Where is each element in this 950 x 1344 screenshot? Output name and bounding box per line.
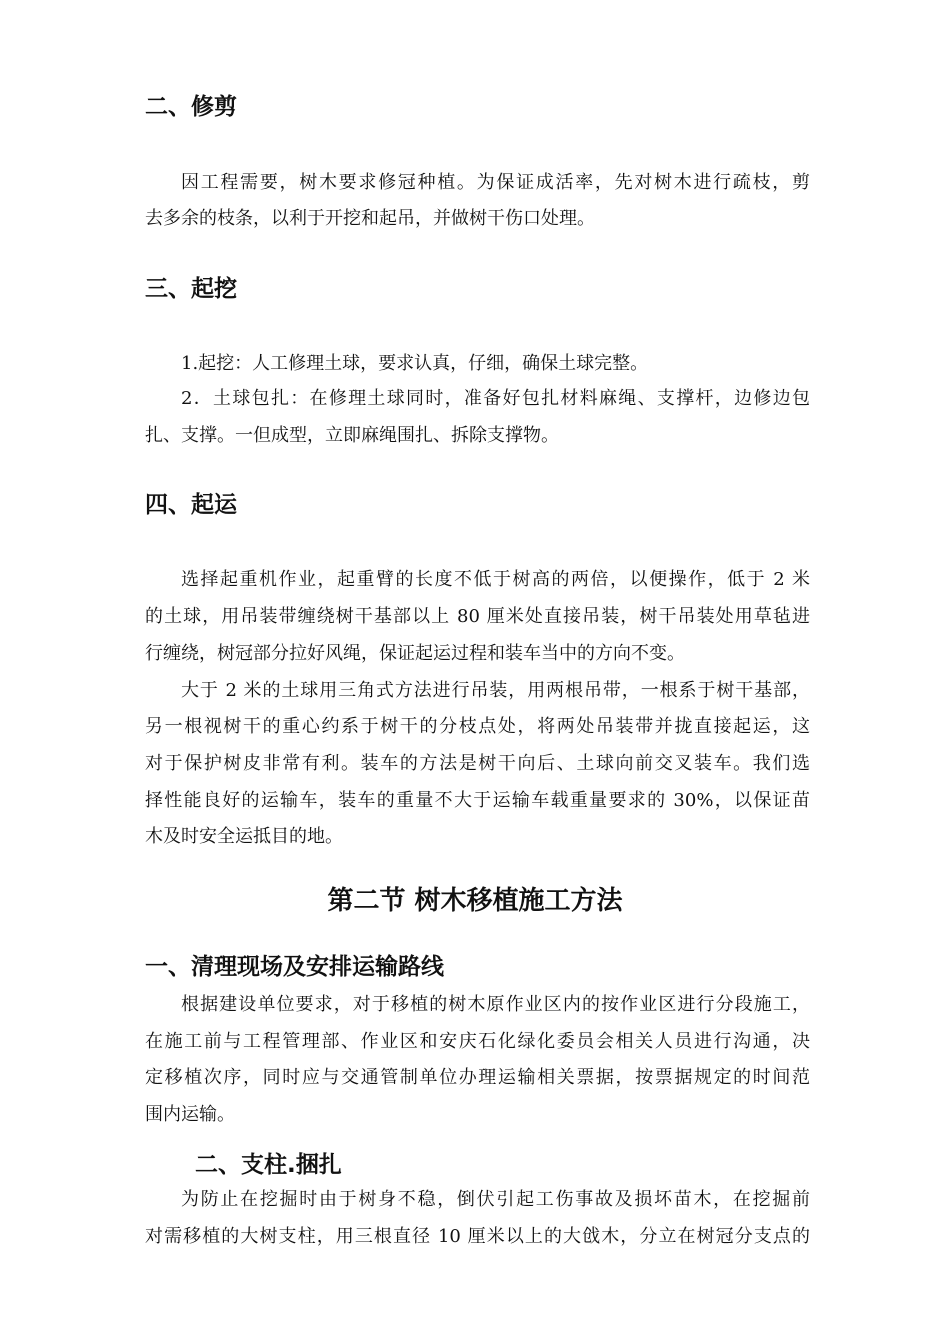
paragraph-line: 选择起重机作业，起重臂的长度不低于树高的两倍，以便操作，低于 2 米 [181,569,810,590]
paragraph-line: 根据建设单位要求，对于移植的树木原作业区内的按作业区进行分段施工， [181,994,810,1015]
paragraph-line: 行缠绕，树冠部分拉好风绳，保证起运过程和装车当中的方向不变。 [145,643,685,664]
paragraph-line: 择性能良好的运输车，装车的重量不大于运输车载重量要求的 30%，以保证苗 [145,790,810,811]
section-title: 第二节 树木移植施工方法 [327,886,623,916]
heading-support-binding: 二、支柱.捆扎 [195,1152,342,1178]
heading-digging: 三、起挖 [145,276,237,302]
paragraph-line: 1.起挖：人工修理土球，要求认真，仔细，确保土球完整。 [181,353,649,374]
paragraph-line: 因工程需要，树木要求修冠种植。为保证成活率，先对树木进行疏枝，剪 [181,172,810,193]
paragraph-line: 大于 2 米的土球用三角式方法进行吊装，用两根吊带，一根系于树干基部， [181,680,810,701]
paragraph-line: 2．土球包扎：在修理土球同时，准备好包扎材料麻绳、支撑杆，边修边包 [181,388,810,409]
paragraph-line: 的土球，用吊装带缠绕树干基部以上 80 厘米处直接吊装，树干吊装处用草毡进 [145,606,810,627]
paragraph-line: 去多余的枝条，以利于开挖和起吊，并做树干伤口处理。 [145,208,595,229]
paragraph-line: 在施工前与工程管理部、作业区和安庆石化绿化委员会相关人员进行沟通，决 [145,1031,810,1052]
paragraph-line: 对于保护树皮非常有利。装车的方法是树干向后、土球向前交叉装车。我们选 [145,753,810,774]
paragraph-line: 为防止在挖掘时由于树身不稳，倒伏引起工伤事故及损坏苗木，在挖掘前 [181,1189,810,1210]
paragraph-line: 扎、支撑。一但成型，立即麻绳围扎、拆除支撑物。 [145,425,559,446]
paragraph-line: 围内运输。 [145,1104,235,1125]
heading-site-clearing: 一、清理现场及安排运输路线 [145,954,444,980]
paragraph-line: 木及时安全运抵目的地。 [145,826,343,847]
heading-pruning: 二、修剪 [145,94,237,120]
heading-lifting: 四、起运 [145,492,237,518]
paragraph-line: 对需移植的大树支柱，用三根直径 10 厘米以上的大戗木，分立在树冠分支点的 [145,1226,810,1247]
paragraph-line: 另一根视树干的重心约系于树干的分枝点处，将两处吊装带并拢直接起运，这 [145,716,810,737]
paragraph-line: 定移植次序，同时应与交通管制单位办理运输相关票据，按票据规定的时间范 [145,1067,810,1088]
